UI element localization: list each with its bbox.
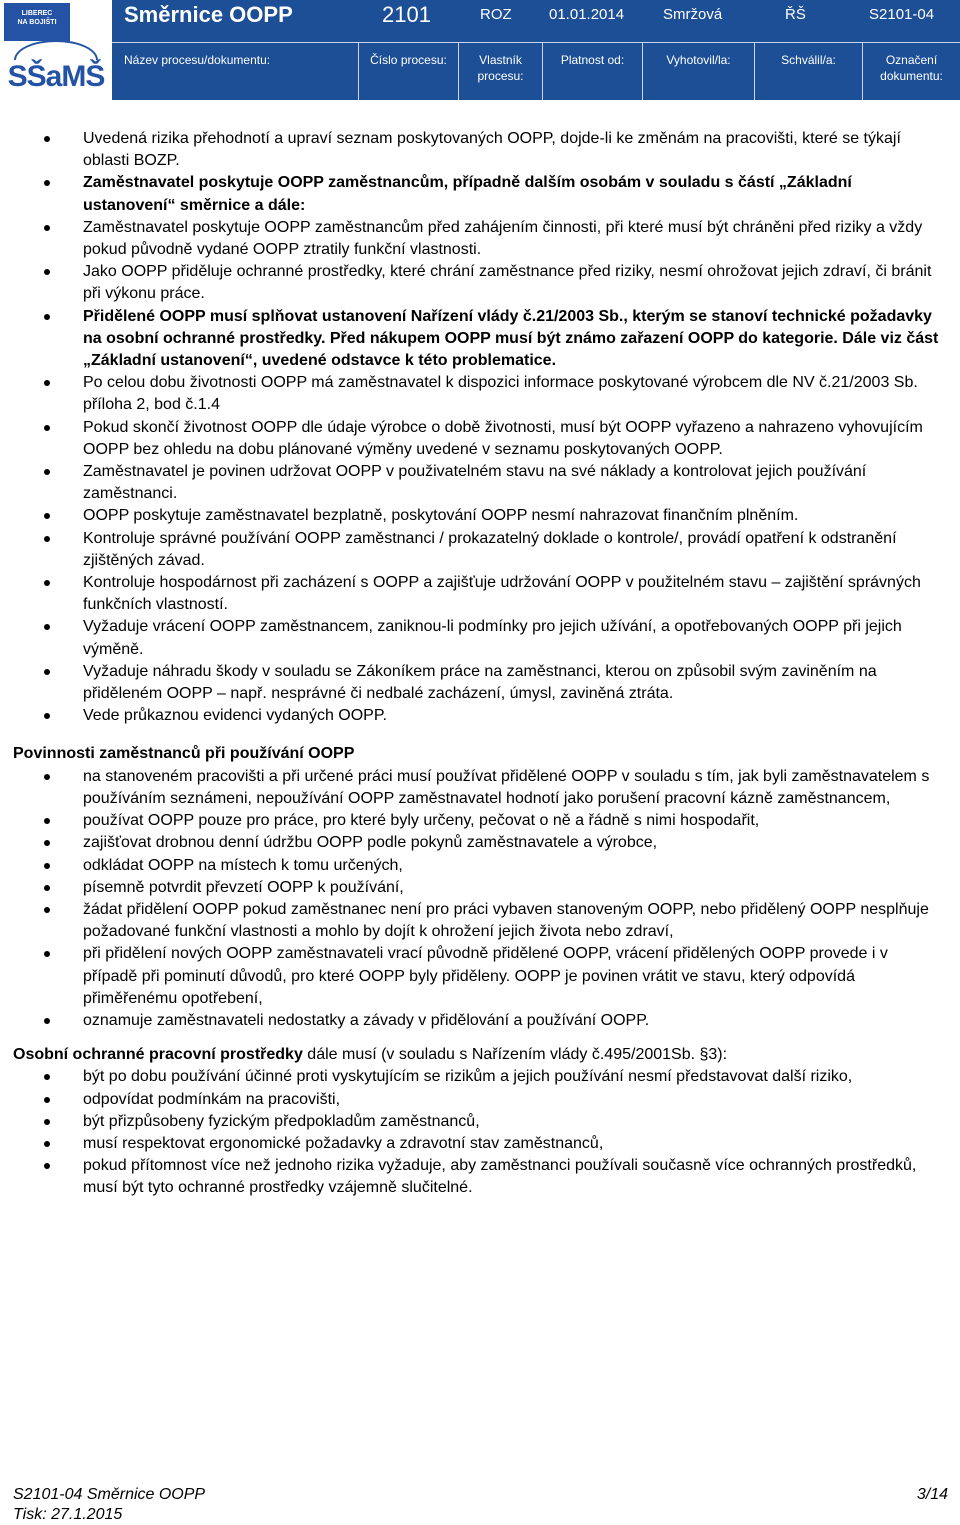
bullet-icon	[44, 1074, 50, 1080]
section-heading-employee-duties: Povinnosti zaměstnanců při používání OOPP	[13, 745, 355, 763]
bullet-icon	[44, 669, 50, 675]
bullet-icon	[44, 425, 50, 431]
label-owner: Vlastník procesu:	[458, 42, 542, 100]
employer-duties-list	[0, 128, 960, 727]
bullet-icon	[44, 774, 50, 780]
section-intro-ppe-requirements: Osobní ochranné pracovní prostředky dále musí (v souladu s Nařízením vlády č.495/2001Sb. §3):	[13, 1046, 728, 1064]
bullet-icon	[44, 1119, 50, 1125]
list-item: Kontroluje hospodárnost při zacházení s OOPP a zajišťuje udržování OOPP v použitelném stavu – zajištění správných funkčních vlastností.	[0, 572, 960, 616]
bullet-icon	[44, 180, 50, 186]
list-item: být po dobu používání účinné proti vyskytujícím se rizikům a jejich používání nesmí představovat další riziko,	[0, 1066, 960, 1088]
bullet-icon	[44, 818, 50, 824]
bullet-icon	[44, 469, 50, 475]
bullet-icon	[44, 269, 50, 275]
footer-document-name: S2101-04 Směrnice OOPP	[13, 1486, 206, 1503]
bullet-icon	[44, 314, 50, 320]
list-item: Jako OOPP přiděluje ochranné prostředky, které chrání zaměstnance před riziky, nesmí ohrožovat jejich zdraví, či bránit při výkonu práce.	[0, 261, 960, 305]
list-item: Vede průkaznou evidenci vydaných OOPP.	[0, 705, 960, 727]
logo-wordmark: SŠaMŠ	[7, 60, 105, 93]
logo-line-2: NA BOJIŠTI	[17, 19, 57, 26]
list-item: Zaměstnavatel je povinen udržovat OOPP v použivatelném stavu na své náklady a kontrolovat jejich používání zaměstnanci.	[0, 461, 960, 505]
bullet-icon	[44, 863, 50, 869]
list-item: odkládat OOPP na místech k tomu určených,	[0, 855, 960, 877]
logo-line-1: LIBEREC	[21, 10, 53, 17]
list-item: Po celou dobu životnosti OOPP má zaměstnavatel k dispozici informace poskytované výrobcem dle NV č.21/2003 Sb. příloha 2, bod č.1.4	[0, 372, 960, 416]
list-item: OOPP poskytuje zaměstnavatel bezplatně, poskytování OOPP nesmí nahrazovat finančním plněním.	[0, 505, 960, 527]
label-valid: Platnost od:	[542, 42, 642, 100]
list-item: při přidělení nových OOPP zaměstnavateli vrací původně přidělené OOPP, vrácení přidělených OOPP provede i v případě při pominutí důvodů, pro které OOPP byly přiděleny. OOPP je povinen vrátit ve stavu, který odpovídá přiměřenému opotřebení,	[0, 943, 960, 1010]
footer-print-date: Tisk: 27.1.2015	[13, 1506, 123, 1523]
bullet-icon	[44, 951, 50, 957]
label-designation: Označení dokumentu:	[862, 42, 960, 100]
list-item: na stanoveném pracovišti a při určené práci musí používat přidělené OOPP v souladu s tím, jak byli zaměstnavatelem s používáním seznámeni, nepoužívání OOPP zaměstnavatel hodnotí jako porušení pracovní kázně zaměstnancem,	[0, 766, 960, 810]
list-item: odpovídat podmínkám na pracovišti,	[0, 1089, 960, 1111]
logo-badge	[4, 3, 70, 41]
document-code: S2101-04	[869, 6, 935, 23]
process-number: 2101	[382, 2, 431, 27]
valid-from: 01.01.2014	[549, 6, 625, 23]
logo-arch-icon	[14, 40, 98, 60]
ppe-requirements-list	[0, 1066, 960, 1199]
list-item: Přidělené OOPP musí splňovat ustanovení Nařízení vlády č.21/2003 Sb., kterým se stanoví technické požadavky na osobní ochranné prostředky. Před nákupem OOPP musí být známo zařazení OOPP do kategorie. Dále viz část „Základní ustanovení“, uvedené odstavce k této problematice.	[0, 306, 960, 373]
bullet-icon	[44, 840, 50, 846]
list-item: oznamuje zaměstnavateli nedostatky a závady v přidělování a používání OOPP.	[0, 1010, 960, 1032]
document-header	[0, 0, 960, 100]
label-name: Název procesu/dokumentu:	[124, 53, 271, 67]
employee-duties-list	[0, 766, 960, 1032]
page-number: 3/14	[916, 1486, 948, 1503]
bullet-icon	[44, 624, 50, 630]
bullet-icon	[44, 1097, 50, 1103]
list-item: Kontroluje správné používání OOPP zaměstnanci / prokazatelný doklade o kontrole/, provádí opatření k odstranění zjištěných závad.	[0, 528, 960, 572]
bullet-icon	[44, 1163, 50, 1169]
list-item: Zaměstnavatel poskytuje OOPP zaměstnancům, případně dalším osobám v souladu s částí „Základní ustanovení“ směrnice a dále:	[0, 172, 960, 216]
school-logo	[0, 0, 112, 100]
bullet-icon	[44, 907, 50, 913]
label-number: Číslo procesu:	[358, 42, 458, 100]
label-prepared: Vyhotovil/la:	[642, 42, 754, 100]
page-footer	[13, 1485, 948, 1525]
header-labels-row	[112, 42, 960, 100]
bullet-icon	[44, 1141, 50, 1147]
bullet-icon	[44, 225, 50, 231]
list-item: Vyžaduje vrácení OOPP zaměstnancem, zaniknou-li podmínky pro jejich užívání, a opotřebovaných OOPP při jejich výměně.	[0, 616, 960, 660]
list-item: zajišťovat drobnou denní údržbu OOPP podle pokynů zaměstnavatele a výrobce,	[0, 832, 960, 854]
process-owner: ROZ	[480, 6, 512, 23]
bullet-icon	[44, 713, 50, 719]
bullet-icon	[44, 136, 50, 142]
approved-by: ŘŠ	[785, 6, 806, 23]
bullet-icon	[44, 580, 50, 586]
list-item: pokud přítomnost více než jednoho rizika vyžaduje, aby zaměstnanci používali současně více ochranných prostředků, musí být tyto ochranné prostředky vzájemně slučitelné.	[0, 1155, 960, 1199]
list-item: Zaměstnavatel poskytuje OOPP zaměstnancům před zahájením činnosti, při které musí být chráněni před riziky a vždy pokud původně vydané OOPP ztratily funkční vlastnosti.	[0, 217, 960, 261]
document-body	[0, 128, 960, 1200]
bullet-icon	[44, 885, 50, 891]
prepared-by: Smržová	[663, 6, 723, 23]
bullet-icon	[44, 513, 50, 519]
list-item: žádat přidělení OOPP pokud zaměstnanec není pro práci vybaven stanoveným OOPP, nebo přidělený OOPP nesplňuje požadované funkční vlastnosti a mohlo by dojít k ohrožení jejich života nebo zdraví,	[0, 899, 960, 943]
list-item: být přizpůsobeny fyzickým předpokladům zaměstnanců,	[0, 1111, 960, 1133]
document-title: Směrnice OOPP	[124, 2, 293, 27]
header-values-row	[112, 0, 960, 43]
list-item: musí respektovat ergonomické požadavky a zdravotní stav zaměstnanců,	[0, 1133, 960, 1155]
bullet-icon	[44, 1018, 50, 1024]
list-item: písemně potvrdit převzetí OOPP k používání,	[0, 877, 960, 899]
list-item: Vyžaduje náhradu škody v souladu se Zákoníkem práce na zaměstnanci, kterou on způsobil svým zaviněním na přiděleném OOPP – např. nesprávné či nedbalé zacházení, úmysl, zaviněná ztráta.	[0, 661, 960, 705]
bullet-icon	[44, 536, 50, 542]
list-item: Uvedená rizika přehodnotí a upraví seznam poskytovaných OOPP, dojde-li ke změnám na pracovišti, které se týkají oblasti BOZP.	[0, 128, 960, 172]
label-approved: Schválil/a:	[754, 42, 862, 100]
bullet-icon	[44, 380, 50, 386]
list-item: Pokud skončí životnost OOPP dle údaje výrobce o době životnosti, musí být OOPP vyřazeno a nahrazeno vyhovujícím OOPP bez ohledu na dobu plánované výměny uvedené v seznamu poskytovaných OOPP.	[0, 417, 960, 461]
list-item: používat OOPP pouze pro práce, pro které byly určeny, pečovat o ně a řádně s nimi hospodařit,	[0, 810, 960, 832]
